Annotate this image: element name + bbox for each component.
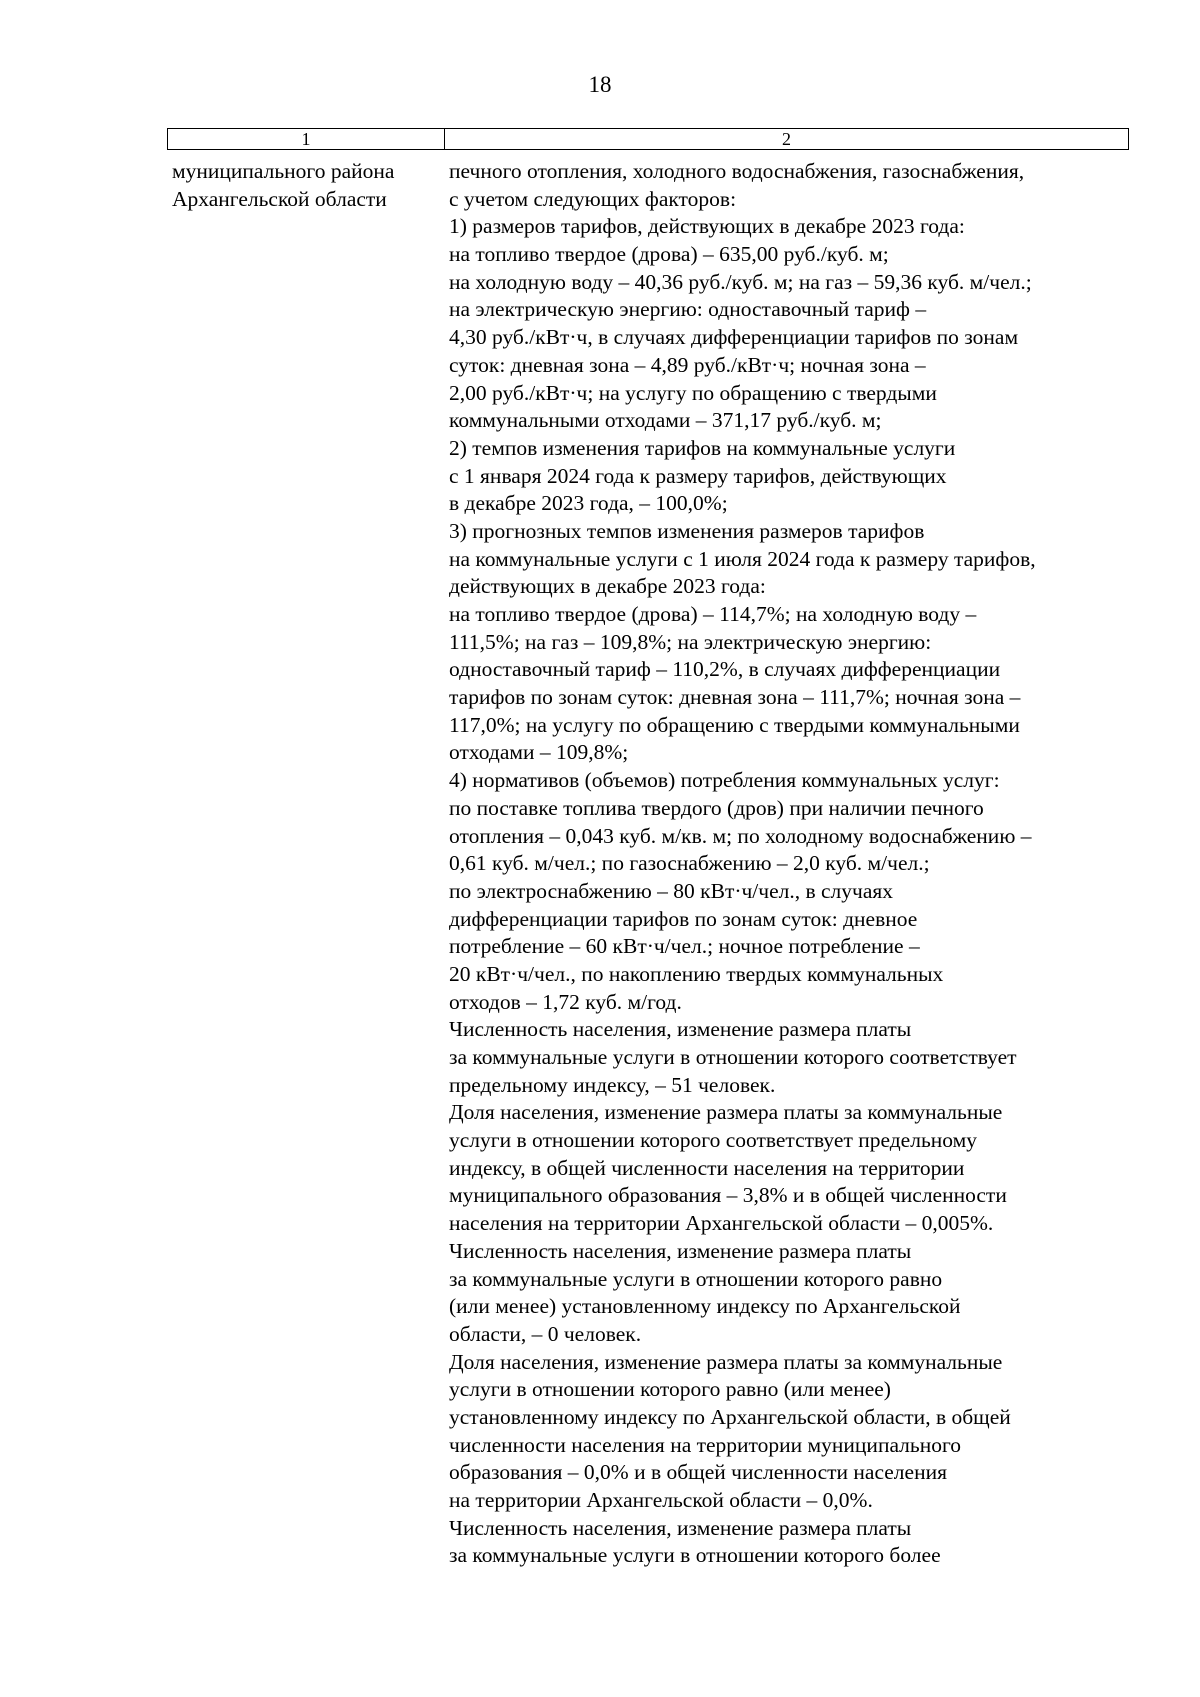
text-line: услуги в отношении которого соответствует предельному [449, 1128, 977, 1153]
text-line: Архангельской области [172, 186, 387, 211]
text-line: за коммунальные услуги в отношении которого соответствует [449, 1045, 1017, 1069]
text-line: по электроснабжению – 80 кВт·ч/чел., в случаях [449, 878, 894, 903]
text-line: 111,5%; на газ – 109,8%; на электрическую энергию: [449, 629, 932, 654]
text-line: области, – 0 человек. [449, 1321, 642, 1346]
text-line: за коммунальные услуги в отношении которого более [449, 1543, 941, 1568]
text-line: на электрическую энергию: одноставочный тариф – [449, 297, 927, 322]
text-line: дифференциации тарифов по зонам суток: дневное [449, 906, 918, 931]
text-line: с 1 января 2024 года к размеру тарифов, действующих [449, 463, 947, 488]
text-line: муниципального образования – 3,8% и в общей численности [449, 1183, 1007, 1208]
text-line: на холодную воду – 40,36 руб./куб. м; на газ – 59,36 куб. м/чел.; [449, 269, 1032, 294]
text-line: Доля населения, изменение размера платы за коммунальные [449, 1100, 1003, 1125]
text-line: в декабре 2023 года, – 100,0%; [449, 491, 728, 516]
text-line: суток: дневная зона – 4,89 руб./кВт·ч; ночная зона – [449, 352, 926, 377]
text-line: 2,00 руб./кВт·ч; на услугу по обращению с твердыми [449, 380, 937, 405]
table-header-col-2: 2 [782, 129, 791, 149]
text-line: по поставке топлива твердого (дров) при наличии печного [449, 795, 984, 820]
page-number: 18 [588, 72, 612, 97]
text-line: 2) темпов изменения тарифов на коммунальные услуги [449, 435, 956, 460]
text-line: численности населения на территории муниципального [449, 1432, 962, 1457]
text-line: на топливо твердое (дрова) – 114,7%; на холодную воду – [449, 602, 977, 626]
text-line: Численность населения, изменение размера платы [449, 1238, 912, 1263]
text-line: действующих в декабре 2023 года: [449, 574, 766, 599]
text-line: 117,0%; на услугу по обращению с твердыми коммунальными [449, 712, 1020, 737]
text-line: 4) нормативов (объемов) потребления коммунальных услуг: [449, 768, 1000, 793]
text-line: коммунальными отходами – 371,17 руб./куб. м; [449, 408, 882, 433]
text-line: отходов – 1,72 куб. м/год. [449, 989, 682, 1014]
text-line: на топливо твердое (дрова) – 635,00 руб./куб. м; [449, 242, 889, 267]
text-line: установленному индексу по Архангельской области, в общей [449, 1404, 1011, 1429]
text-line: за коммунальные услуги в отношении которого равно [449, 1266, 943, 1291]
text-line: предельному индексу, – 51 человек. [449, 1072, 776, 1097]
text-line: отопления – 0,043 куб. м/кв. м; по холодному водоснабжению – [449, 823, 1032, 848]
text-line: отходами – 109,8%; [449, 740, 629, 765]
table-col-1-text [172, 158, 442, 213]
text-line: печного отопления, холодного водоснабжения, газоснабжения, [449, 159, 1025, 183]
text-line: 0,61 куб. м/чел.; по газоснабжению – 2,0 куб. м/чел.; [449, 851, 930, 876]
text-line: на коммунальные услуги с 1 июля 2024 года к размеру тарифов, [449, 546, 1036, 571]
text-line: Численность населения, изменение размера платы [449, 1017, 912, 1042]
text-line: Численность населения, изменение размера платы [449, 1515, 912, 1540]
text-line: 20 кВт·ч/чел., по накоплению твердых коммунальных [449, 961, 944, 986]
text-line: муниципального района [172, 159, 395, 183]
table-header-col-1: 1 [168, 129, 445, 149]
text-line: (или менее) установленному индексу по Архангельской [449, 1294, 961, 1319]
table-header-row [167, 128, 1129, 150]
text-line: одноставочный тариф – 110,2%, в случаях дифференциации [449, 657, 1001, 682]
text-line: на территории Архангельской области – 0,0%. [449, 1488, 873, 1512]
table-col-2-text [449, 158, 1139, 1570]
text-line: 3) прогнозных темпов изменения размеров тарифов [449, 518, 925, 543]
text-line: 1) размеров тарифов, действующих в декабре 2023 года: [449, 214, 965, 239]
text-line: индексу, в общей численности населения на территории [449, 1155, 965, 1180]
text-line: с учетом следующих факторов: [449, 186, 737, 211]
text-line: услуги в отношении которого равно (или менее) [449, 1377, 891, 1402]
text-line: образования – 0,0% и в общей численности населения [449, 1460, 947, 1485]
text-line: населения на территории Архангельской области – 0,005%. [449, 1211, 994, 1236]
text-line: 4,30 руб./кВт·ч, в случаях дифференциации тарифов по зонам [449, 325, 1019, 350]
text-line: потребление – 60 кВт·ч/чел.; ночное потребление – [449, 934, 920, 959]
text-line: Доля населения, изменение размера платы за коммунальные [449, 1349, 1003, 1374]
text-line: тарифов по зонам суток: дневная зона – 111,7%; ночная зона – [449, 685, 1021, 710]
